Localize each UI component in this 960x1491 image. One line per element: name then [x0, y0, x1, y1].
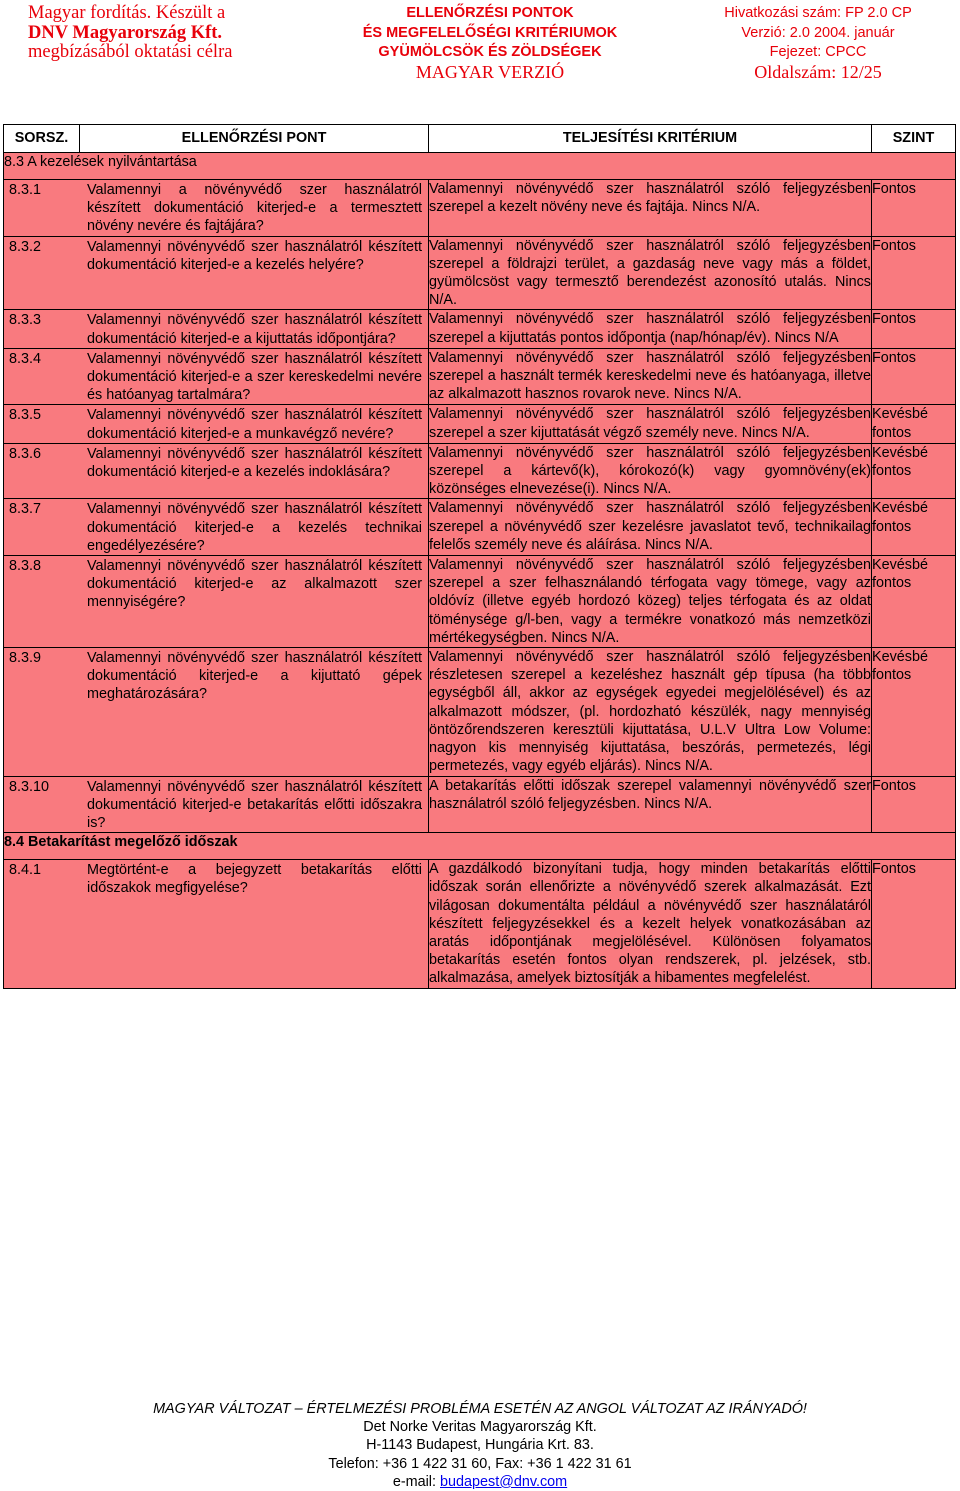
level-text: Kevésbé fontos [872, 443, 956, 499]
header-szint: SZINT [872, 125, 956, 153]
criterion-text: Valamennyi növényvédő szer használatról szóló feljegyzésben szerepel a szer felhasználandó térfogata vagy tömege, vagy az oldóvíz (illetve egyéb hordozó közeg) teljes térfogata és az oldat töménysége g/l-ben, vagy a termékre vonatkozó más nemzetközi mértékegységben. Nincs N/A. [429, 557, 871, 646]
level-text: Fontos [872, 348, 956, 405]
row-number: 8.3.8 [9, 558, 42, 575]
footer-warning: MAGYAR VÁLTOZAT – ÉRTELMEZÉSI PROBLÉMA ESETÉN AZ ANGOL VÁLTOZAT AZ IRÁNYADÓ! [153, 1401, 807, 1417]
section-heading-row [4, 833, 956, 860]
check-point-cell [4, 860, 429, 988]
row-number: 8.3.1 [9, 182, 42, 198]
header-left [28, 4, 232, 63]
check-point-cell [4, 405, 429, 443]
check-point-cell [4, 443, 429, 499]
page-footer [0, 1400, 960, 1491]
check-point-cell [4, 648, 429, 776]
check-point-text: Valamennyi növényvédő szer használatról készített dokumentáció kiterjed-e a kezelés indoklására? [87, 445, 422, 481]
row-number: 8.3.7 [9, 501, 42, 518]
table-row [4, 499, 956, 556]
table-row [4, 443, 956, 499]
checklist-table [3, 124, 956, 989]
level-text: Fontos [872, 310, 956, 348]
check-point [4, 237, 428, 274]
footer-company: Det Norke Veritas Magyarország Kft. [363, 1419, 597, 1436]
row-number: 8.3.6 [9, 445, 42, 462]
criterion-text: Valamennyi növényvédő szer használatról szóló feljegyzésben szerepel a kezelt növény neve és fajtája. Nincs N/A. [429, 180, 872, 237]
table-row [4, 310, 956, 348]
criterion-text: A gazdálkodó bizonyítani tudja, hogy minden betakarítás előtti időszak során ellenőrizte a növényvédő szerek alkalmazását. Ezt világosan dokumentálta például a növényvédő szer használatáról készített feljegyzésekkel és a kezelt helyek vonatkozásában az aratás időpontjának megjelölésével. Különösen folyamatos betakarítás esetén fontos olyan rendszerek, pl. jelzések, stb. alkalmazása, amelyek biztosítják a hibamentes megfelelést. [429, 861, 871, 987]
footer-email-line [0, 1473, 960, 1491]
header-right-line-1: Hivatkozási szám: FP 2.0 CP [724, 5, 912, 21]
check-point-text: Valamennyi növényvédő szer használatról készített dokumentáció kiterjed-e a kijuttatás időpontjára? [87, 312, 422, 347]
level-text: Fontos [872, 180, 956, 237]
check-point [4, 556, 428, 612]
header-right-line-4: Oldalszám: 12/25 [754, 61, 882, 82]
table-row [4, 860, 956, 988]
header-right-line-3: Fejezet: CPCC [769, 44, 867, 60]
header-center-line-1: ELLENŐRZÉSI PONTOK [406, 5, 574, 21]
criterion-text: Valamennyi növényvédő szer használatról szóló feljegyzésben szerepel a szer kijuttatását végző személy neve. Nincs N/A. [429, 405, 872, 443]
criterion-text: A betakarítás előtti időszak szerepel valamennyi növényvédő szer használatról szóló feljegyzésben. Nincs N/A. [429, 776, 872, 833]
header-center-line-3: GYÜMÖLCSÖK ÉS ZÖLDSÉGEK [378, 44, 602, 60]
row-number: 8.3.10 [9, 778, 50, 795]
criterion-text: Valamennyi növényvédő szer használatról szóló feljegyzésben szerepel a használt termék kereskedelmi neve és hatóanyaga, illetve az alkalmazott hasznos rovarok neve. Nincs N/A. [429, 348, 872, 405]
check-point-text: Valamennyi növényvédő szer használatról készített dokumentáció kiterjed-e a kezelés helyére? [87, 238, 422, 273]
table-row [4, 405, 956, 443]
table-row [4, 236, 956, 310]
check-point-text: Valamennyi a növényvédő szer használatról készített dokumentáció kiterjed-e a termesztett növény nevére és fajtájára? [87, 182, 422, 235]
level-text: Kevésbé fontos [872, 556, 956, 648]
check-point-cell [4, 499, 429, 556]
header-ellenorzesi-pont: ELLENŐRZÉSI PONT [80, 125, 429, 153]
header-left-line-3: megbízásából oktatási célra [28, 42, 233, 62]
rows-section-2 [4, 860, 956, 988]
level-text: Kevésbé fontos [872, 499, 956, 556]
header-center-line-2: ÉS MEGFELELŐSÉGI KRITÉRIUMOK [362, 24, 618, 41]
row-number: 8.3.9 [9, 650, 42, 667]
check-point-cell [4, 556, 429, 648]
header-sorsz: SORSZ. [4, 125, 80, 153]
row-number: 8.3.5 [9, 407, 42, 424]
header-center [340, 4, 640, 82]
footer-email-link[interactable]: budapest@dnv.com [440, 1473, 568, 1490]
check-point-text: Valamennyi növényvédő szer használatról készített dokumentáció kiterjed-e betakarítás előtti időszakra is? [87, 778, 422, 831]
check-point-text: Valamennyi növényvédő szer használatról készített dokumentáció kiterjed-e a kijuttató gépek meghatározására? [87, 650, 422, 703]
check-point-cell [4, 310, 429, 348]
footer-phone: Telefon: +36 1 422 31 60, Fax: +36 1 422 31 61 [328, 1455, 632, 1472]
level-text: Fontos [872, 776, 956, 833]
level-text: Fontos [872, 236, 956, 310]
criterion-text: Valamennyi növényvédő szer használatról szóló feljegyzésben szerepel a kártevő(k), kórokozó(k) vagy gyomnövény(ek) közönséges elnevezése(i). Nincs N/A. [429, 444, 871, 498]
header-center-line-4: MAGYAR VERZIÓ [415, 61, 565, 82]
header-right [700, 4, 936, 82]
table-row [4, 776, 956, 833]
page-header [0, 0, 960, 90]
check-point [4, 405, 428, 442]
check-point-cell [4, 348, 429, 405]
check-point-text: Valamennyi növényvédő szer használatról készített dokumentáció kiterjed-e a szer kereskedelmi nevére és hatóanyag tartalmára? [87, 350, 422, 404]
check-point [4, 444, 428, 481]
table-row [4, 180, 956, 237]
check-point-text: Valamennyi növényvédő szer használatról készített dokumentáció kiterjed-e az alkalmazott szer mennyiségére? [87, 558, 422, 611]
footer-email-label: e-mail: [392, 1473, 441, 1490]
section-heading-row [4, 153, 956, 180]
table-row [4, 348, 956, 405]
check-point-cell [4, 776, 429, 833]
header-right-line-2: Verzió: 2.0 2004. január [741, 24, 895, 41]
check-point [4, 310, 428, 347]
check-point-text: Megtörtént-e a bejegyzett betakarítás előtti időszakok megfigyelése? [87, 862, 422, 897]
check-point-cell [4, 236, 429, 310]
table-row [4, 648, 956, 776]
level-text: Kevésbé fontos [872, 405, 956, 443]
check-point [4, 349, 428, 405]
section-heading: 8.3 A kezelések nyilvántartása [4, 153, 956, 180]
check-point [4, 180, 428, 236]
criterion-text: Valamennyi növényvédő szer használatról szóló feljegyzésben szerepel a kijuttatás pontos időpontja (nap/hónap/év). Nincs N/A [429, 310, 872, 348]
footer-address: H-1143 Budapest, Hungária Krt. 83. [366, 1437, 594, 1454]
check-point [4, 777, 428, 833]
row-number: 8.3.2 [9, 238, 42, 255]
row-number: 8.3.4 [9, 350, 42, 367]
check-point [4, 648, 428, 704]
row-number: 8.3.3 [9, 312, 42, 329]
level-text: Kevésbé fontos [872, 648, 956, 776]
header-left-line-1: Magyar fordítás. Készült a [28, 3, 226, 23]
table-header-row [4, 125, 956, 153]
criterion-text: Valamennyi növényvédő szer használatról szóló feljegyzésben részletesen szerepel a kezeléshez használt gép típusa (ha több egységből áll, akkor az egységek egyedei megjelölésével) és az alkalmazott módszer, (pl. hordozható készülék, nagy mennyiség öntözőrendszeren keresztüli kijuttatása, U.L.V Ultra Low Volume: nagyon kis mennyiség kijuttatása, beszórás, permetezés, légi permetezés, vagy egyéb eljárás). Nincs N/A. [429, 649, 871, 775]
check-point [4, 499, 428, 555]
check-point-text: Valamennyi növényvédő szer használatról készített dokumentáció kiterjed-e a kezelés technikai engedélyezésére? [87, 501, 422, 554]
header-teljesitesi-kriterium: TELJESÍTÉSI KRITÉRIUM [429, 125, 872, 153]
level-text: Fontos [872, 860, 956, 988]
criterion-text: Valamennyi növényvédő szer használatról szóló feljegyzésben szerepel a földrajzi terület, a gazdaság neve vagy más a földet, gyümölcsöst vagy termesztő berendezést azonosító utalás. Nincs N/A. [429, 237, 871, 309]
table-row [4, 556, 956, 648]
check-point [4, 860, 428, 897]
criterion-text: Valamennyi növényvédő szer használatról szóló feljegyzésben szerepel a növényvédő szer kezelésre javaslatot tevő, technikailag felelős személy neve és aláírása. Nincs N/A. [429, 499, 872, 556]
rows-section-1 [4, 180, 956, 833]
header-left-line-2: DNV Magyarország Kft. [28, 22, 223, 43]
row-number: 8.4.1 [9, 862, 42, 879]
check-point-text: Valamennyi növényvédő szer használatról készített dokumentáció kiterjed-e a munkavégző nevére? [87, 407, 422, 442]
section-heading: 8.4 Betakarítást megelőző időszak [4, 833, 956, 860]
check-point-cell [4, 180, 429, 237]
